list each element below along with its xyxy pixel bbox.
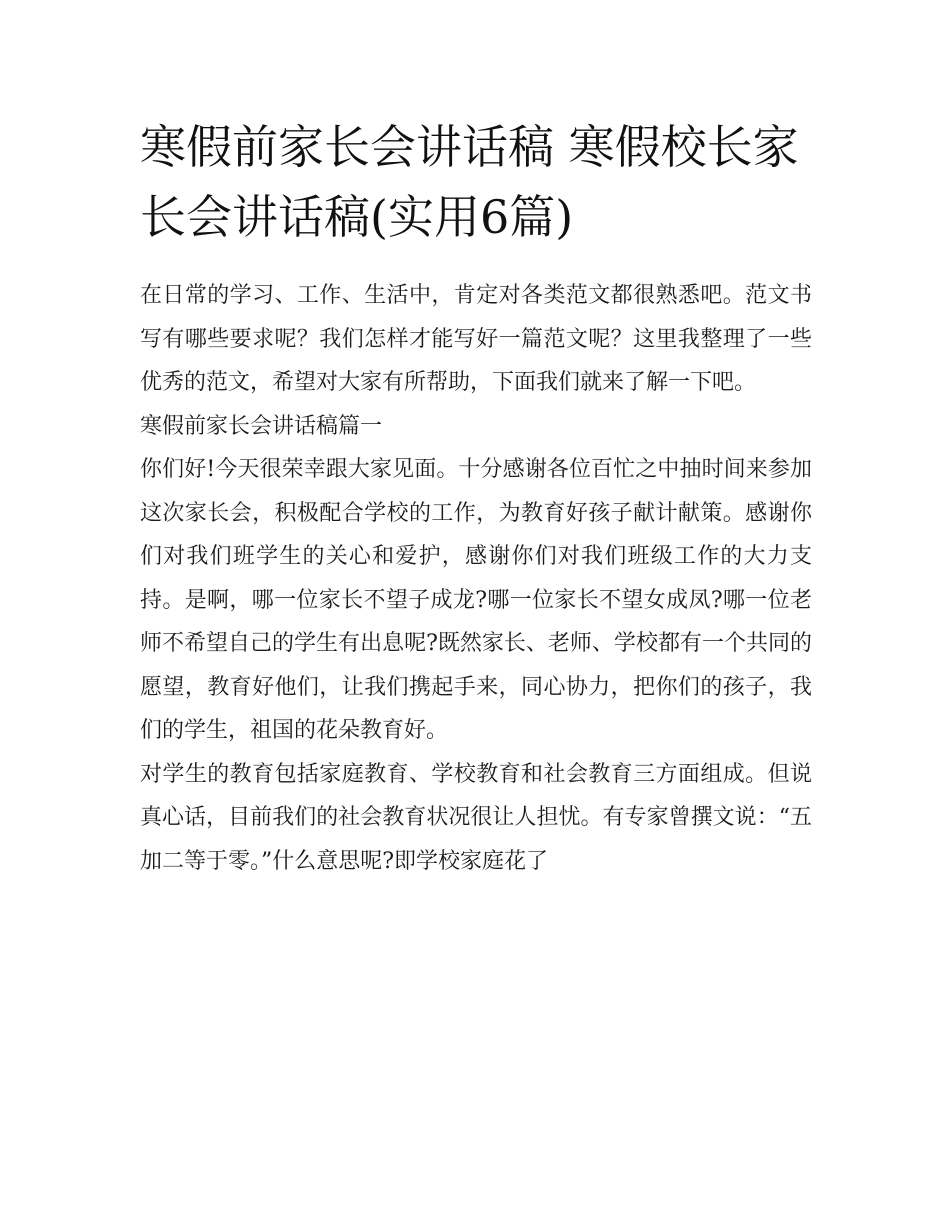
- section-heading: 寒假前家长会讲话稿篇一: [140, 413, 383, 439]
- intro-paragraph: 在日常的学习、工作、生活中，肯定对各类范文都很熟悉吧。范文书写有哪些要求呢？我们怎样才能写好一篇范文呢？这里我整理了一些优秀的范文，希望对大家有所帮助，下面我们就来了解一下吧。: [140, 283, 812, 395]
- document-body: [140, 274, 812, 883]
- body-paragraph-1: 你们好!今天很荣幸跟大家见面。十分感谢各位百忙之中抽时间来参加这次家长会，积极配合学校的工作，为教育好孩子献计献策。感谢你们对我们班学生的关心和爱护，感谢你们对我们班级工作的大力支持。是啊，哪一位家长不望子成龙?哪一位家长不望女成凤?哪一位老师不希望自己的学生有出息呢?既然家长、老师、学校都有一个共同的愿望，教育好他们，让我们携起手来，同心协力，把你们的孩子，我们的学生，祖国的花朵教育好。: [140, 457, 812, 743]
- document-title: 寒假前家长会讲话稿 寒假校长家长会讲话稿(实用6篇): [140, 120, 799, 244]
- body-paragraph-2: 对学生的教育包括家庭教育、学校教育和社会教育三方面组成。但说真心话，目前我们的社会教育状况很让人担忧。有专家曾撰文说：“五加二等于零。”什么意思呢?即学校家庭花了: [140, 761, 812, 874]
